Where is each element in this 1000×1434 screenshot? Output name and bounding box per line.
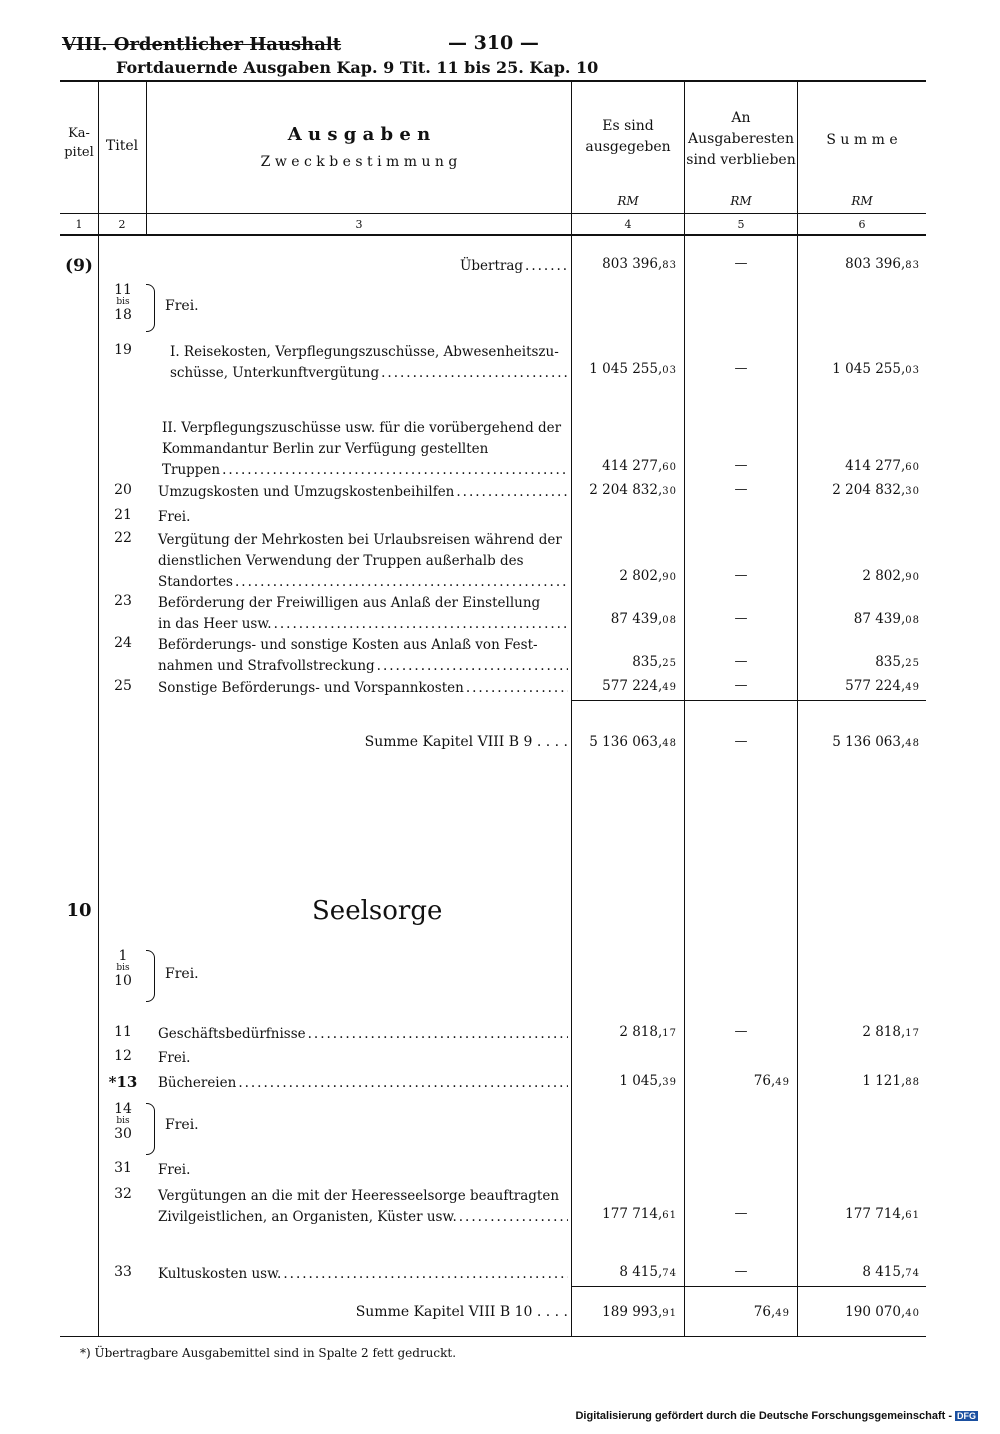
frei-text: Frei. (158, 1050, 191, 1066)
titel-range: 1 bis 10 (114, 948, 132, 989)
col-header-titel: Titel (105, 138, 139, 154)
unit-label-5: RM (730, 194, 752, 208)
position-text: Umzugskosten und Umzugskostenbeihilfen ..... (158, 482, 568, 503)
uebertrag-ausgegeben: 803 396,83 (602, 256, 677, 272)
range-brace (146, 284, 155, 332)
col-number-3: 3 (355, 218, 363, 231)
amount-reste: — (734, 1206, 748, 1221)
position-text: Vergütung der Mehrkosten bei Urlaubsreisen während der dienstlichen Verwendung der Truppen außerhalb des Standortes ..... (158, 530, 568, 593)
footnote: *) Übertragbare Ausgabemittel sind in Spalte 2 fett gedruckt. (80, 1346, 457, 1360)
col-divider-5 (797, 80, 798, 1336)
titel-number: 22 (114, 530, 132, 546)
amount-ausgegeben: 414 277,60 (602, 458, 677, 474)
titel-number: 31 (114, 1160, 132, 1176)
amount-reste: 76,49 (753, 1073, 790, 1089)
titel-number: 23 (114, 593, 132, 609)
amount-ausgegeben: 177 714,61 (602, 1206, 677, 1222)
uebertrag-reste: — (734, 256, 748, 271)
col-header-kapitel: Ka- pitel (64, 126, 94, 160)
kapitel-number: 10 (66, 900, 92, 921)
page-subtitle: Fortdauernde Ausgaben Kap. 9 Tit. 11 bis 25. Kap. 10 (116, 58, 599, 77)
range-brace (146, 950, 155, 1002)
amount-summe: 2 818,17 (862, 1024, 920, 1040)
kapitel-summe-ausgegeben: 189 993,91 (602, 1304, 677, 1320)
amount-ausgegeben: 8 415,74 (619, 1264, 677, 1280)
col-divider-4 (684, 80, 685, 1336)
titel-number: 20 (114, 482, 132, 498)
amount-summe: 87 439,08 (853, 611, 920, 627)
amount-summe: 577 224,49 (845, 678, 920, 694)
amount-reste: — (734, 678, 748, 693)
col-number-6: 6 (858, 218, 866, 231)
position-text: Geschäftsbedürfnisse ..... (158, 1024, 568, 1045)
col-number-5: 5 (737, 218, 745, 231)
page-number: — 310 — (448, 32, 539, 54)
kapitel-summe-total: 190 070,40 (845, 1304, 920, 1320)
col-header-ausgaben: A u s g a b e n (287, 124, 431, 145)
table-bottom-rule (60, 1336, 926, 1337)
amount-reste: — (734, 482, 748, 497)
kapitel-title: Seelsorge (312, 896, 443, 926)
frei-text: Frei. (165, 298, 199, 314)
titel-range: 14 bis 30 (114, 1101, 132, 1142)
col-header-zweck: Z w e c k b e s t i m m u n g (260, 154, 458, 170)
position-text: Kultuskosten usw. ..... (158, 1264, 568, 1285)
amount-summe: 1 121,88 (862, 1073, 920, 1089)
kapitel-number: (9) (65, 256, 93, 276)
frei-text: Frei. (165, 966, 199, 982)
range-brace (146, 1103, 155, 1155)
amount-ausgegeben: 2 802,90 (619, 568, 677, 584)
amount-reste: — (734, 1264, 748, 1279)
titel-number: 11 (114, 1024, 132, 1040)
frei-text: Frei. (158, 509, 191, 525)
position-text: Beförderung der Freiwilligen aus Anlaß der Einstellung in das Heer usw. ..... (158, 593, 568, 635)
col-header-reste: An Ausgaberesten sind verblieben (686, 110, 796, 168)
amount-ausgegeben: 1 045 255,03 (589, 361, 677, 377)
frei-text: Frei. (165, 1117, 199, 1133)
position-text: I. Reisekosten, Verpflegungszuschüsse, Abwesenheitszu- schüsse, Unterkunftvergütung ..... (170, 342, 568, 384)
amount-summe: 1 045 255,03 (832, 361, 920, 377)
unit-label-6: RM (851, 194, 873, 208)
amount-summe: 177 714,61 (845, 1206, 920, 1222)
col-number-2: 2 (118, 218, 126, 231)
section-header: VIII. Ordentlicher Haushalt (62, 34, 342, 55)
kapitel-summe-label: Summe Kapitel VIII B 10 . . . . (355, 1304, 568, 1320)
titel-number: 32 (114, 1186, 132, 1202)
amount-ausgegeben: 1 045,39 (619, 1073, 677, 1089)
col-header-summe: S u m m e (826, 132, 898, 148)
frei-text: Frei. (158, 1162, 191, 1178)
amount-reste: — (734, 568, 748, 583)
amount-ausgegeben: 2 818,17 (619, 1024, 677, 1040)
amount-ausgegeben: 835,25 (632, 654, 677, 670)
amount-ausgegeben: 2 204 832,30 (589, 482, 677, 498)
titel-number: 21 (114, 507, 132, 523)
kapitel-summe-total: 5 136 063,48 (832, 734, 920, 750)
position-text: Beförderungs- und sonstige Kosten aus Anlaß von Fest- nahmen und Strafvollstreckung ..... (158, 635, 568, 677)
subtotal-rule (572, 1286, 926, 1287)
unit-label-4: RM (617, 194, 639, 208)
uebertrag-label: Übertrag ..... (460, 256, 568, 277)
amount-summe: 2 204 832,30 (832, 482, 920, 498)
amount-reste: — (734, 1024, 748, 1039)
kapitel-summe-label: Summe Kapitel VIII B 9 . . . . (364, 734, 568, 750)
amount-summe: 2 802,90 (862, 568, 920, 584)
amount-reste: — (734, 654, 748, 669)
amount-reste: — (734, 458, 748, 473)
amount-ausgegeben: 577 224,49 (602, 678, 677, 694)
amount-summe: 8 415,74 (862, 1264, 920, 1280)
kapitel-summe-reste: — (734, 734, 748, 749)
dfg-credit: Digitalisierung gefördert durch die Deutsche Forschungsgemeinschaft - DFG (575, 1410, 976, 1422)
titel-number: 25 (114, 678, 132, 694)
col-number-4: 4 (624, 218, 632, 231)
col-divider-1 (98, 80, 99, 1336)
amount-reste: — (734, 611, 748, 626)
kapitel-summe-reste: 76,49 (753, 1304, 790, 1320)
position-text: Sonstige Beförderungs- und Vorspannkosten ..... (158, 678, 568, 699)
amount-summe: 835,25 (875, 654, 920, 670)
titel-range: 11 bis 18 (114, 282, 132, 323)
titel-number: 24 (114, 635, 132, 651)
titel-number: 19 (114, 342, 132, 358)
kapitel-summe-ausgegeben: 5 136 063,48 (589, 734, 677, 750)
col-divider-3 (571, 80, 572, 1336)
col-header-ausgegeben: Es sind ausgegeben (585, 118, 671, 155)
titel-number: *13 (108, 1073, 138, 1091)
uebertrag-summe: 803 396,83 (845, 256, 920, 272)
amount-ausgegeben: 87 439,08 (610, 611, 677, 627)
col-number-1: 1 (75, 218, 83, 231)
position-text: Vergütungen an die mit der Heeresseelsorge beauftragten Zivilgeistlichen, an Organisten, Küster usw. ..... (158, 1186, 568, 1228)
titel-number: 33 (114, 1264, 132, 1280)
subtotal-rule (572, 700, 926, 701)
position-text: Büchereien ..... (158, 1073, 568, 1094)
titel-number: 12 (114, 1048, 132, 1064)
amount-reste: — (734, 361, 748, 376)
dfg-logo: DFG (957, 1411, 976, 1421)
amount-summe: 414 277,60 (845, 458, 920, 474)
position-text: II. Verpflegungszuschüsse usw. für die vorübergehend der Kommandantur Berlin zur Verfügung gestellten Truppen ..... (162, 418, 568, 481)
